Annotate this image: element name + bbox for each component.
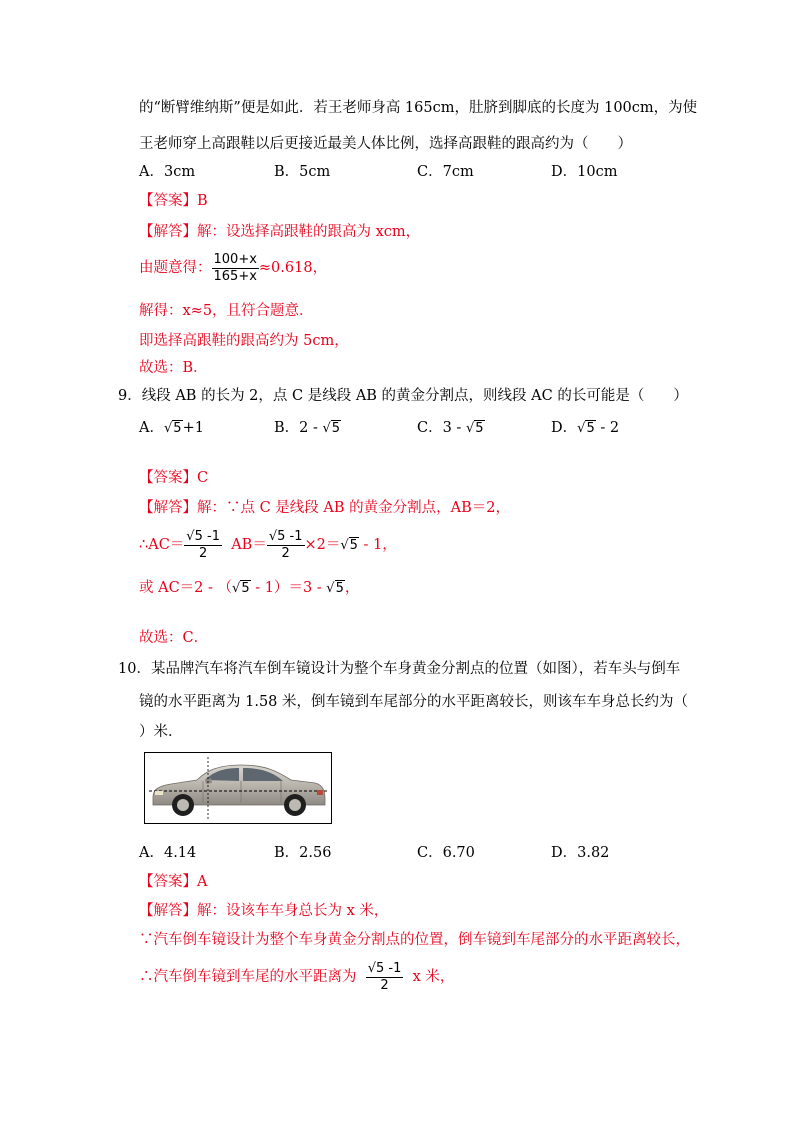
q10-solution-2: ∵汽车倒车镜设计为整个车身黄金分割点的位置，倒车镜到车尾部分的水平距离较长， <box>139 932 690 948</box>
q10-option-b: B．2.56 <box>274 845 332 861</box>
q9-option-c <box>417 418 485 439</box>
q9-frac2-num: √5 -1 <box>268 528 303 544</box>
q10-frac-num-text: 5 -1 <box>376 960 402 976</box>
q9-opt-d-radicand: 5 <box>586 421 595 436</box>
q9-frac2-num-text: 5 -1 <box>277 528 303 544</box>
q8-sol2-suffix: ≈0.618， <box>258 260 328 276</box>
q10-fraction <box>366 961 404 994</box>
q8-frac-den: 165+x <box>213 268 257 284</box>
q8-option-a: A．3cm <box>139 164 196 180</box>
q8-option-c: C．7cm <box>417 164 474 180</box>
q9-sol2-sqrt: √5 <box>340 538 358 553</box>
q9-opt-d-sqrt: √5 <box>577 421 595 436</box>
q9-opt-b-radicand: 5 <box>331 421 341 436</box>
q8-solution-3: 解得：x≈5，且符合题意． <box>139 303 314 319</box>
q9-opt-a-label: A． <box>139 420 164 436</box>
q8-answer: 【答案】B <box>139 193 208 209</box>
q10-line1: 10．某品牌汽车将汽车倒车镜设计为整个车身黄金分割点的位置（如图），若车头与倒车 <box>118 661 681 677</box>
q9-opt-c-sqrt: √5 <box>465 421 484 436</box>
q8-line1: 的“断臂维纳斯”便是如此．若王老师身高 165cm，肚脐到脚底的长度为 100cm，为使 <box>139 100 698 116</box>
q9-opt-d-tail: - 2 <box>595 420 620 436</box>
q8-fraction <box>212 252 259 285</box>
q9-sol2-c: ×2＝ <box>304 537 341 553</box>
q9-fraction-2 <box>267 529 305 562</box>
q9-option-b <box>274 418 341 439</box>
q9-sol3-sqrt1: √5 <box>232 581 250 596</box>
q10-line2: 镜的水平距离为 1.58 米，倒车镜到车尾部分的水平距离较长，则该车车身总长约为（ <box>139 694 689 710</box>
q8-sol2-prefix: 由题意得： <box>139 260 212 276</box>
q8-solution-2 <box>139 248 327 288</box>
q10-sol3-b: x 米， <box>412 969 455 985</box>
q9-opt-b-label: B．2 - <box>274 420 323 436</box>
q9-solution-2 <box>139 525 397 566</box>
q9-option-d <box>551 418 619 439</box>
q8-frac-num: 100+x <box>213 251 257 267</box>
q10-sol3-a: ∴汽车倒车镜到车尾的水平距离为 <box>139 969 357 985</box>
q10-option-a: A．4.14 <box>139 845 197 861</box>
q10-option-c: C．6.70 <box>417 845 475 861</box>
car-image <box>144 752 332 824</box>
q9-fraction-1 <box>184 529 222 562</box>
q9-sol3-c: ， <box>344 580 360 596</box>
q8-option-d: D．10cm <box>551 164 618 180</box>
q9-sol3-radicand1: 5 <box>241 581 250 596</box>
q10-solution-3 <box>139 957 454 997</box>
q8-line2: 王老师穿上高跟鞋以后更接近最美人体比例，选择高跟鞋的跟高约为（ ） <box>139 136 632 152</box>
q10-option-d: D．3.82 <box>551 845 610 861</box>
q9-opt-d-label: D． <box>551 420 578 436</box>
q9-opt-a-tail: +1 <box>182 420 204 436</box>
q9-frac1-num: √5 -1 <box>186 528 220 544</box>
q9-sol2-d: - 1， <box>358 537 397 553</box>
q9-solution-1: 【解答】解：∵点 C 是线段 AB 的黄金分割点，AB＝2， <box>139 500 511 516</box>
q9-solution-3 <box>139 578 359 599</box>
q8-solution-4: 即选择高跟鞋的跟高约为 5cm， <box>139 333 349 349</box>
q9-opt-c-radicand: 5 <box>475 421 484 436</box>
q8-option-b: B．5cm <box>274 164 331 180</box>
q10-frac-den: 2 <box>380 977 389 993</box>
q9-answer: 【答案】C <box>139 470 209 486</box>
q9-frac1-num-text: 5 -1 <box>194 528 220 544</box>
q10-line3: ）米． <box>139 724 183 740</box>
q9-frac1-den: 2 <box>198 545 208 561</box>
q9-opt-a-radicand: 5 <box>173 421 182 436</box>
q9-solution-4: 故选：C． <box>139 630 209 646</box>
q9-frac2-den: 2 <box>281 545 290 561</box>
car-illustration <box>145 753 330 822</box>
q9-stem: 9．线段 AB 的长为 2，点 C 是线段 AB 的黄金分割点，则线段 AC 的长可能是（ ） <box>118 388 688 404</box>
q9-opt-b-sqrt: √5 <box>322 421 341 436</box>
q10-solution-1: 【解答】解：设该车车身总长为 x 米， <box>139 903 389 919</box>
q9-sol3-sqrt2: √5 <box>326 581 344 596</box>
q10-answer: 【答案】A <box>139 874 208 890</box>
q9-sol2-b: AB＝ <box>231 537 267 553</box>
q9-sol2-a: ∴AC＝ <box>139 537 185 553</box>
q9-opt-a-sqrt: √5 <box>163 421 182 436</box>
q9-option-a <box>139 418 204 439</box>
q9-opt-c-label: C．3 - <box>417 420 466 436</box>
q8-solution-5: 故选：B． <box>139 360 208 376</box>
q9-sol3-radicand2: 5 <box>335 581 344 596</box>
q9-sol3-b: - 1）＝3 - <box>250 580 327 596</box>
q9-sol3-a: 或 AC＝2 - （ <box>139 580 233 596</box>
q8-solution-1: 【解答】解：设选择高跟鞋的跟高为 xcm， <box>139 224 421 240</box>
q10-frac-num: √5 -1 <box>367 960 402 976</box>
q9-sol2-radicand: 5 <box>349 538 358 553</box>
